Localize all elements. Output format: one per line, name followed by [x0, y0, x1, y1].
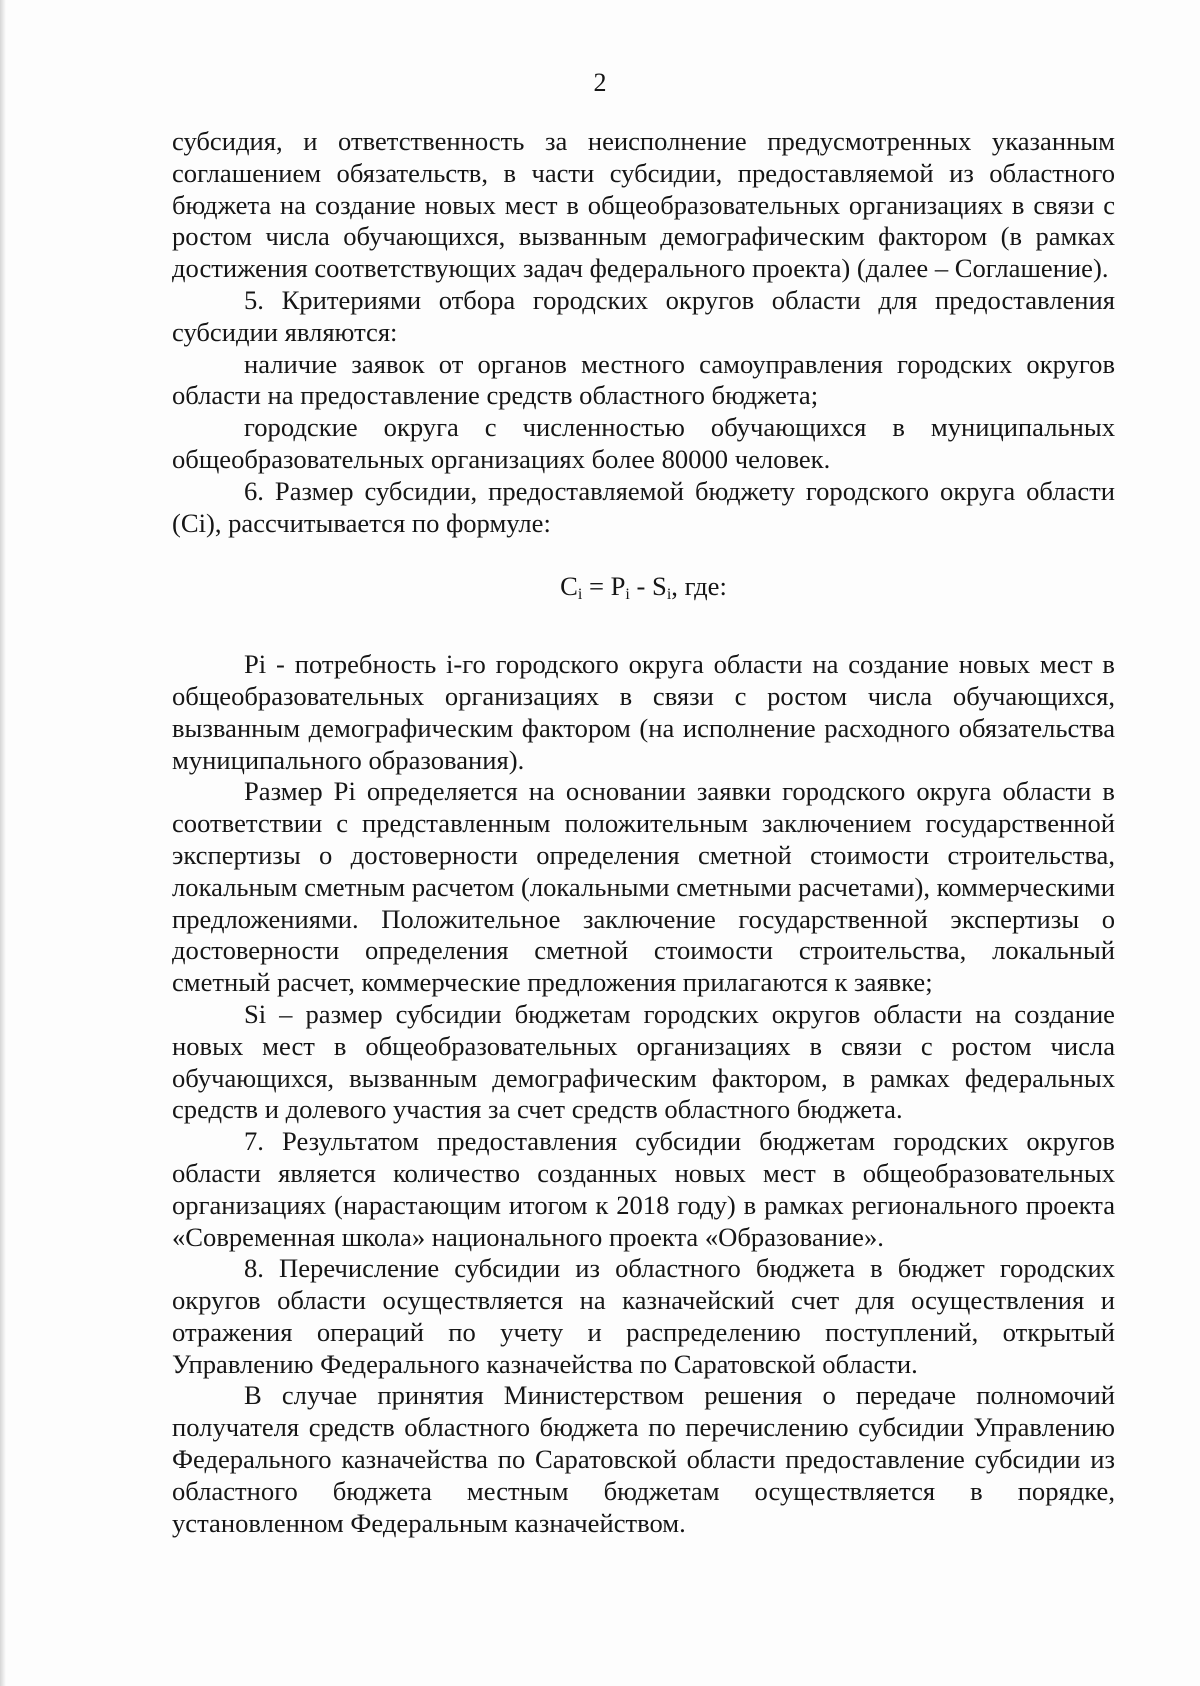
- paragraph-item-6: 6. Размер субсидии, предоставляемой бюджету городского округа области (Ci), рассчитывается по формуле:: [172, 475, 1115, 538]
- formula-p-sub: i: [625, 586, 630, 604]
- formula-c: C: [560, 571, 578, 602]
- page-number: 2: [593, 68, 607, 97]
- formula-eq: = P: [582, 571, 626, 602]
- formula-c-sub: i: [577, 586, 583, 604]
- paragraph-item-7: 7. Результатом предоставления субсидии бюджетам городских округов области является количество созданных новых мест в общеобразовательных организациях (нарастающим итогом к 2018 году) в рамках регионального проекта «Современная школа» национального проекта «Образование».: [172, 1126, 1115, 1252]
- formula-tail: , где:: [671, 571, 727, 602]
- paragraph-pi-size: Размер Pi определяется на основании заявки городского округа области в соответствии с представленным положительным заключением государственной экспертизы о достоверности определения сметной стоимости строительства, локальным сметным расчетом (локальными сметными расчетами), коммерческими предложениями. Положительное заключение государственной экспертизы о достоверности определения сметной стоимости строительства, локальный сметный расчет, коммерческие предложения прилагаются к заявке;: [172, 776, 1115, 998]
- formula-s-sub: i: [666, 586, 672, 604]
- paragraph-pi-definition: Pi - потребность i-го городского округа области на создание новых мест в общеобразовательных организациях в связи с ростом числа обучающихся, вызванным демографическим фактором (на исполнение расходного обязательства муниципального образования).: [172, 649, 1115, 775]
- paragraph-criterion-1: наличие заявок от органов местного самоуправления городских округов области на предоставление средств областного бюджета;: [172, 348, 1115, 411]
- paragraph-criterion-2: городские округа с численностью обучающихся в муниципальных общеобразовательных организациях более 80000 человек.: [172, 412, 1115, 474]
- paragraph-item-8: 8. Перечисление субсидии из областного бюджета в бюджет городских округов области осуществляется на казначейский счет для осуществления и отражения операций по учету и распределению поступлений, открытый Управлению Федерального казначейства по Саратовской области.: [172, 1253, 1115, 1379]
- formula-minus: - S: [629, 571, 667, 602]
- paragraph-delegation: В случае принятия Министерством решения о передаче полномочий получателя средств областного бюджета по перечислению субсидии Управлению Федерального казначейства по Саратовской области предоставление субсидии из областного бюджета местным бюджетам осуществляется в порядке, установленном Федеральным казначейством.: [172, 1380, 1115, 1538]
- paragraph-continuation: субсидия, и ответственность за неисполнение предусмотренных указанным соглашением обязательств, в части субсидии, предоставляемой из областного бюджета на создание новых мест в общеобразовательных организациях в связи с ростом числа обучающихся, вызванным демографическим фактором (в рамках достижения соответствующих задач федерального проекта) (далее – Соглашение).: [172, 126, 1115, 284]
- document-body: [172, 126, 1115, 1539]
- paragraph-si-definition: Si – размер субсидии бюджетам городских округов области на создание новых мест в общеобразовательных организациях в связи с ростом числа обучающихся, вызванным демографическим фактором, в рамках федеральных средств и долевого участия за счет средств областного бюджета.: [172, 998, 1115, 1125]
- paragraph-item-5: 5. Критериями отбора городских округов области для предоставления субсидии являются:: [172, 284, 1115, 347]
- formula: [172, 571, 1115, 611]
- scan-edge: [0, 0, 6, 1686]
